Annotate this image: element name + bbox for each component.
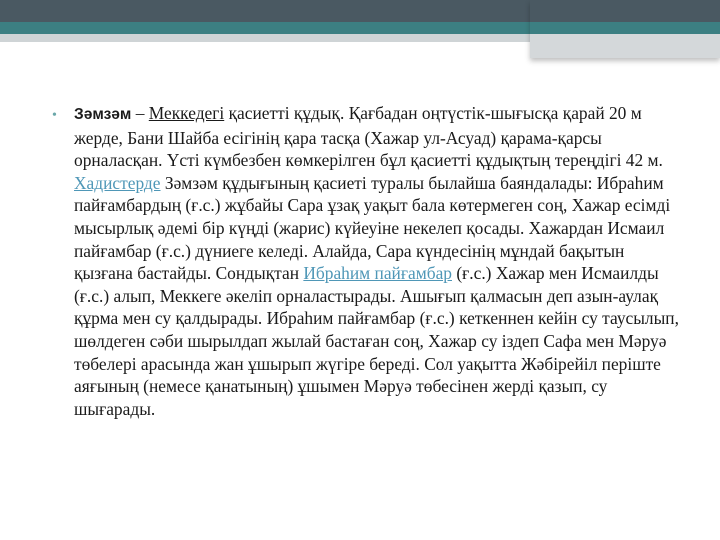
text-part-1: қасиетті құдық. Қағбадан оңтүстік-шығысқа қарай 20 м жерде, Бани Шайба есігінің қара тасқа (Хажар ул-Асуад) қарама-қарсы орналасқан. Үсті күмбезбен көмкерілген бұл қасиетті құдықтың тереңдігі 42 м. [74, 103, 663, 171]
text-part-2: Зәмзәм құдығының қасиеті туралы былайша баяндалады: Ибраһим пайғамбардың (ғ.с.) жұбайы Сара ұзақ уақыт бала көтермеген соң, Хажар есімді мысырлық әдемі бір күңді (жарис) күйеуіне некелеп қосады. Хажардан Исмаил пайғамбар (ғ.с.) дүниеге келеді. Алайда, Сара күндесінің мұндай бақытын қызғана бастайды. Сондықтан [74, 172, 671, 284]
banner-corner-dark [530, 0, 720, 22]
link-hadisterde[interactable]: Хадистерде [74, 172, 161, 193]
bullet-text-block [54, 102, 684, 420]
term-zamzam: Зәмзәм [74, 106, 132, 123]
banner-corner-tab [530, 0, 720, 58]
link-ibrahim-paygambar[interactable]: Ибраһим пайғамбар [303, 263, 452, 284]
banner-corner-teal [530, 22, 720, 34]
text-part-3: (ғ.с.) Хажар мен Исмаилды (ғ.с.) алып, Меккеге әкеліп орналастырады. Ашығып қалмасын деп азын-аулақ құрма мен су қалдырады. Ибраһим пайғамбар (ғ.с.) кеткеннен кейін су таусылып, шөлдеген сәби шырылдап жылай бастаған соң, Хажар су іздеп Сафа мен Мәруә төбелері арасында жан ұшырып жүгіре береді. Сол уақытта Жәбірейіл періште аяғының (немесе қанатының) ұшымен Мәруә төбесінен жерді қазып, су шығарады. [74, 263, 679, 419]
link-mekkedegi[interactable]: Меккедегі [148, 103, 225, 123]
dash: – [131, 103, 149, 123]
paragraph [74, 102, 684, 420]
bullet-icon: • [52, 108, 57, 123]
